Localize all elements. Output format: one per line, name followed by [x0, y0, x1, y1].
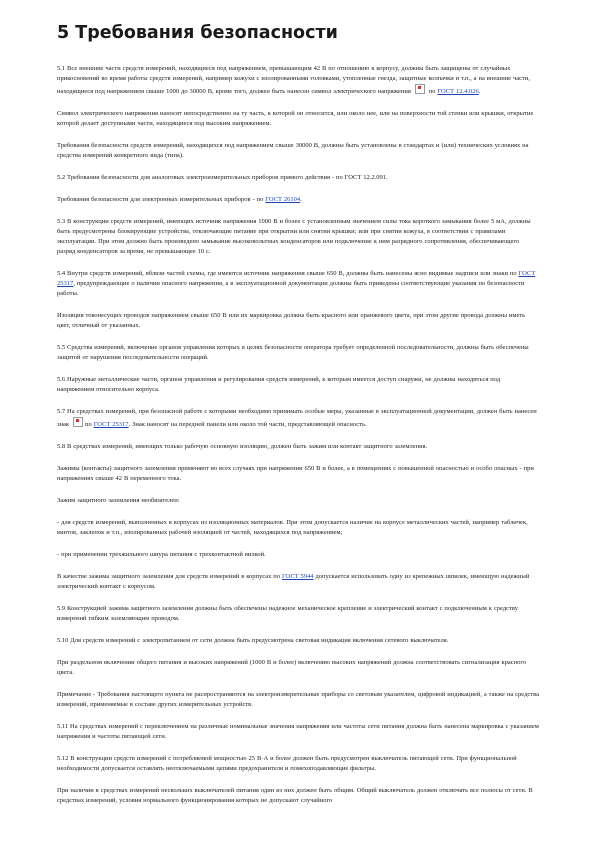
paragraph-5-6: 5.6 Наружные металлические части, органов управления и регулирования средств измерений, к которым имеется доступ снаружи, не должны находиться под напряжением относительно корпуса. [57, 376, 501, 393]
paragraph-electronic-devices: Требования безопасности для электронных измерительных приборов - по ГОСТ 26104. [57, 196, 302, 203]
paragraph-5-5: 5.5 Средства измерений, включение органов управления которых в целях безопасности оператора требует определенной последовательности, должны быть обеспечены защитой от нарушения последовательности операций. [57, 344, 529, 361]
link-gost-25317-b[interactable]: ГОСТ 25317 [93, 421, 129, 428]
paragraph-5-7: 5.7 На средствах измерений, при безопасной работе с которыми необходимо принимать особые меры, указанные в эксплуатационной документации, должен быть нанесен знак по ГОСТ 25317. Знак наносят на передней панели или около той части, представляющей опасность. [57, 408, 537, 428]
paragraph-clamp-optional: Зажим защитного заземления необязателен: [57, 497, 180, 504]
paragraph-5-11: 5.11 На средствах измерений с переключением на различные номинальные значения напряжения или частоты сети питания должна быть нанесена маркировка с указанием напряжения и частоты питающей сети. [57, 723, 539, 740]
paragraph-5-10: 5.10 Для средств измерений с электропитанием от сети должна быть предусмотрена световая индикация включения сетевого выключателя. [57, 637, 449, 644]
section-title: 5 Требования безопасности [57, 23, 338, 43]
warning-sign-icon [73, 417, 83, 427]
paragraph-voltage-symbol: Символ электрического напряжения наносят непосредственно на ту часть, к которой он относится, или около нее, или на поверхности той стенки или крышки, открытие которой делает доступными части, находящиеся под высоким напряжением. [57, 110, 534, 127]
list-item-insulated-housing: - для средств измерений, выполненных в корпусах из изоляционных материалов. При этом допускается наличие на корпусе металлических частей, например табличек, винтов, заклепок и т.п., изолированных рабочей изоляцией от частей, находящихся под напряжением; [57, 519, 528, 536]
voltage-symbol-icon [415, 84, 425, 94]
paragraph-insulation: Изоляция токонесущих проводов напряжением свыше 650 В или их маркировка должна быть красного или оранжевого цвета, при этом другие провода должны иметь цвет, отличный от указанных. [57, 312, 526, 329]
paragraph-note: Примечание - Требования настоящего пункта не распространяются на электроизмерительные приборы со световым указателем, цифровой индикацией, а также на средства измерений, применяемые в составе других измерительных устройств. [57, 691, 539, 708]
paragraph-30000v: Требования безопасности средств измерений, находящихся под напряжением свыше 30000 В, должны быть установлены в стандартах и (или) технических условиях на средства измерений конкретного вида (типа). [57, 142, 529, 159]
link-gost-26104[interactable]: ГОСТ 26104 [265, 196, 301, 203]
paragraph-5-2: 5.2 Требования безопасности для аналоговых электроизмерительных приборов прямого действия - по ГОСТ 12.2.091. [57, 174, 388, 181]
paragraph-separate-power: При раздельном включении общего питания и высоких напряжений (1000 В и более) включению высоких напряжений должна соответствовать сигнализация красного цвета. [57, 659, 527, 676]
link-gost-5944[interactable]: ГОСТ 5944 [281, 573, 314, 580]
paragraph-5-3: 5.3 В конструкции средств измерений, имеющих источник напряжения 1000 В и более с установленным значением силы тока короткого замыкания более 5 мА, должны быть предусмотрены блокирующие устройства, отключающие питание при открытии или снятии крышки; или при снятии кожуха, в соответствии с правилами эксплуатации. При этом должно быть произведено замыкание высоковольтных конденсаторов или подключение к ним разрядного сопротивления, обеспечивающего разряд конденсаторов за время, не превышающее 10 с. [57, 218, 531, 255]
paragraph-5-8: 5.8 В средствах измерений, имеющих только рабочую основную изоляцию, должен быть зажим или контакт защитного заземления. [57, 443, 428, 450]
paragraph-5-12: 5.12 В конструкции средств измерений с потребляемой мощностью 25 В·А и более должен быть предусмотрен выключатель питающей сети. При функциональной необходимости допускается оставлять неотключаемыми цепями предохранителя и помехоподавляющие фильтры. [57, 755, 517, 772]
link-gost-25317-a[interactable]: ГОСТ 25317 [57, 270, 536, 287]
paragraph-5-4: 5.4 Внутри средств измерений, вблизи частей схемы, где имеются источник напряжения свыше 650 В, должны быть нанесены ясно видимые надписи или знаки по ГОСТ 25317, предупреждающие о наличии опасного напряжения, а в эксплуатационной документации должны быть приведены соответствующие указания по безопасности работы. [57, 270, 536, 297]
paragraph-grounding-studs: В качестве зажима защитного заземления для средств измерений в корпусах по ГОСТ 5944 допускается использовать одну из крепежных шпилек, имеющую надежный электрический контакт с корпусом. [57, 573, 530, 590]
paragraph-power-switches: При наличии в средствах измерений нескольких выключателей питания один из них должен быть общим. Общий выключатель должен отключать все полюсы от сети. В средствах измерений, условия нормального функционирования которых не допускают случайного [57, 787, 533, 804]
paragraph-5-1: 5.1 Все внешние части средств измерений, находящиеся под напряжением, превышающим 42 В по отношению к корпусу, должны быть защищены от случайных прикосновений во время работы средств измерений, например кожухи с изолированными головками, утопленные гнезда, защитные колпачки и т.п., а на внешние части, находящиеся под напряжением свыше 1000 до 30000 В, кроме того, должен быть нанесен символ электрического напряжения по ГОСТ 12.4.026. [57, 65, 530, 95]
list-item-three-wire-cord: - при применении трехжильного шнура питания с трехконтактной вилкой. [57, 551, 266, 558]
link-gost-12-4-026[interactable]: ГОСТ 12.4.026 [437, 88, 479, 95]
paragraph-grounding-clamps: Зажимы (контакты) защитного заземления применяют во всех случаях при напряжении 650 В и более, а в помещениях с повышенной опасностью и особо опасных - при напряжениях свыше 42 В переменного тока. [57, 465, 534, 482]
paragraph-5-9: 5.9 Конструкцией зажима защитного заземления должны быть обеспечены надежное механическое крепление и электрический контакт с подключенным к средству измерений гибким заземляющим проводом. [57, 605, 518, 622]
